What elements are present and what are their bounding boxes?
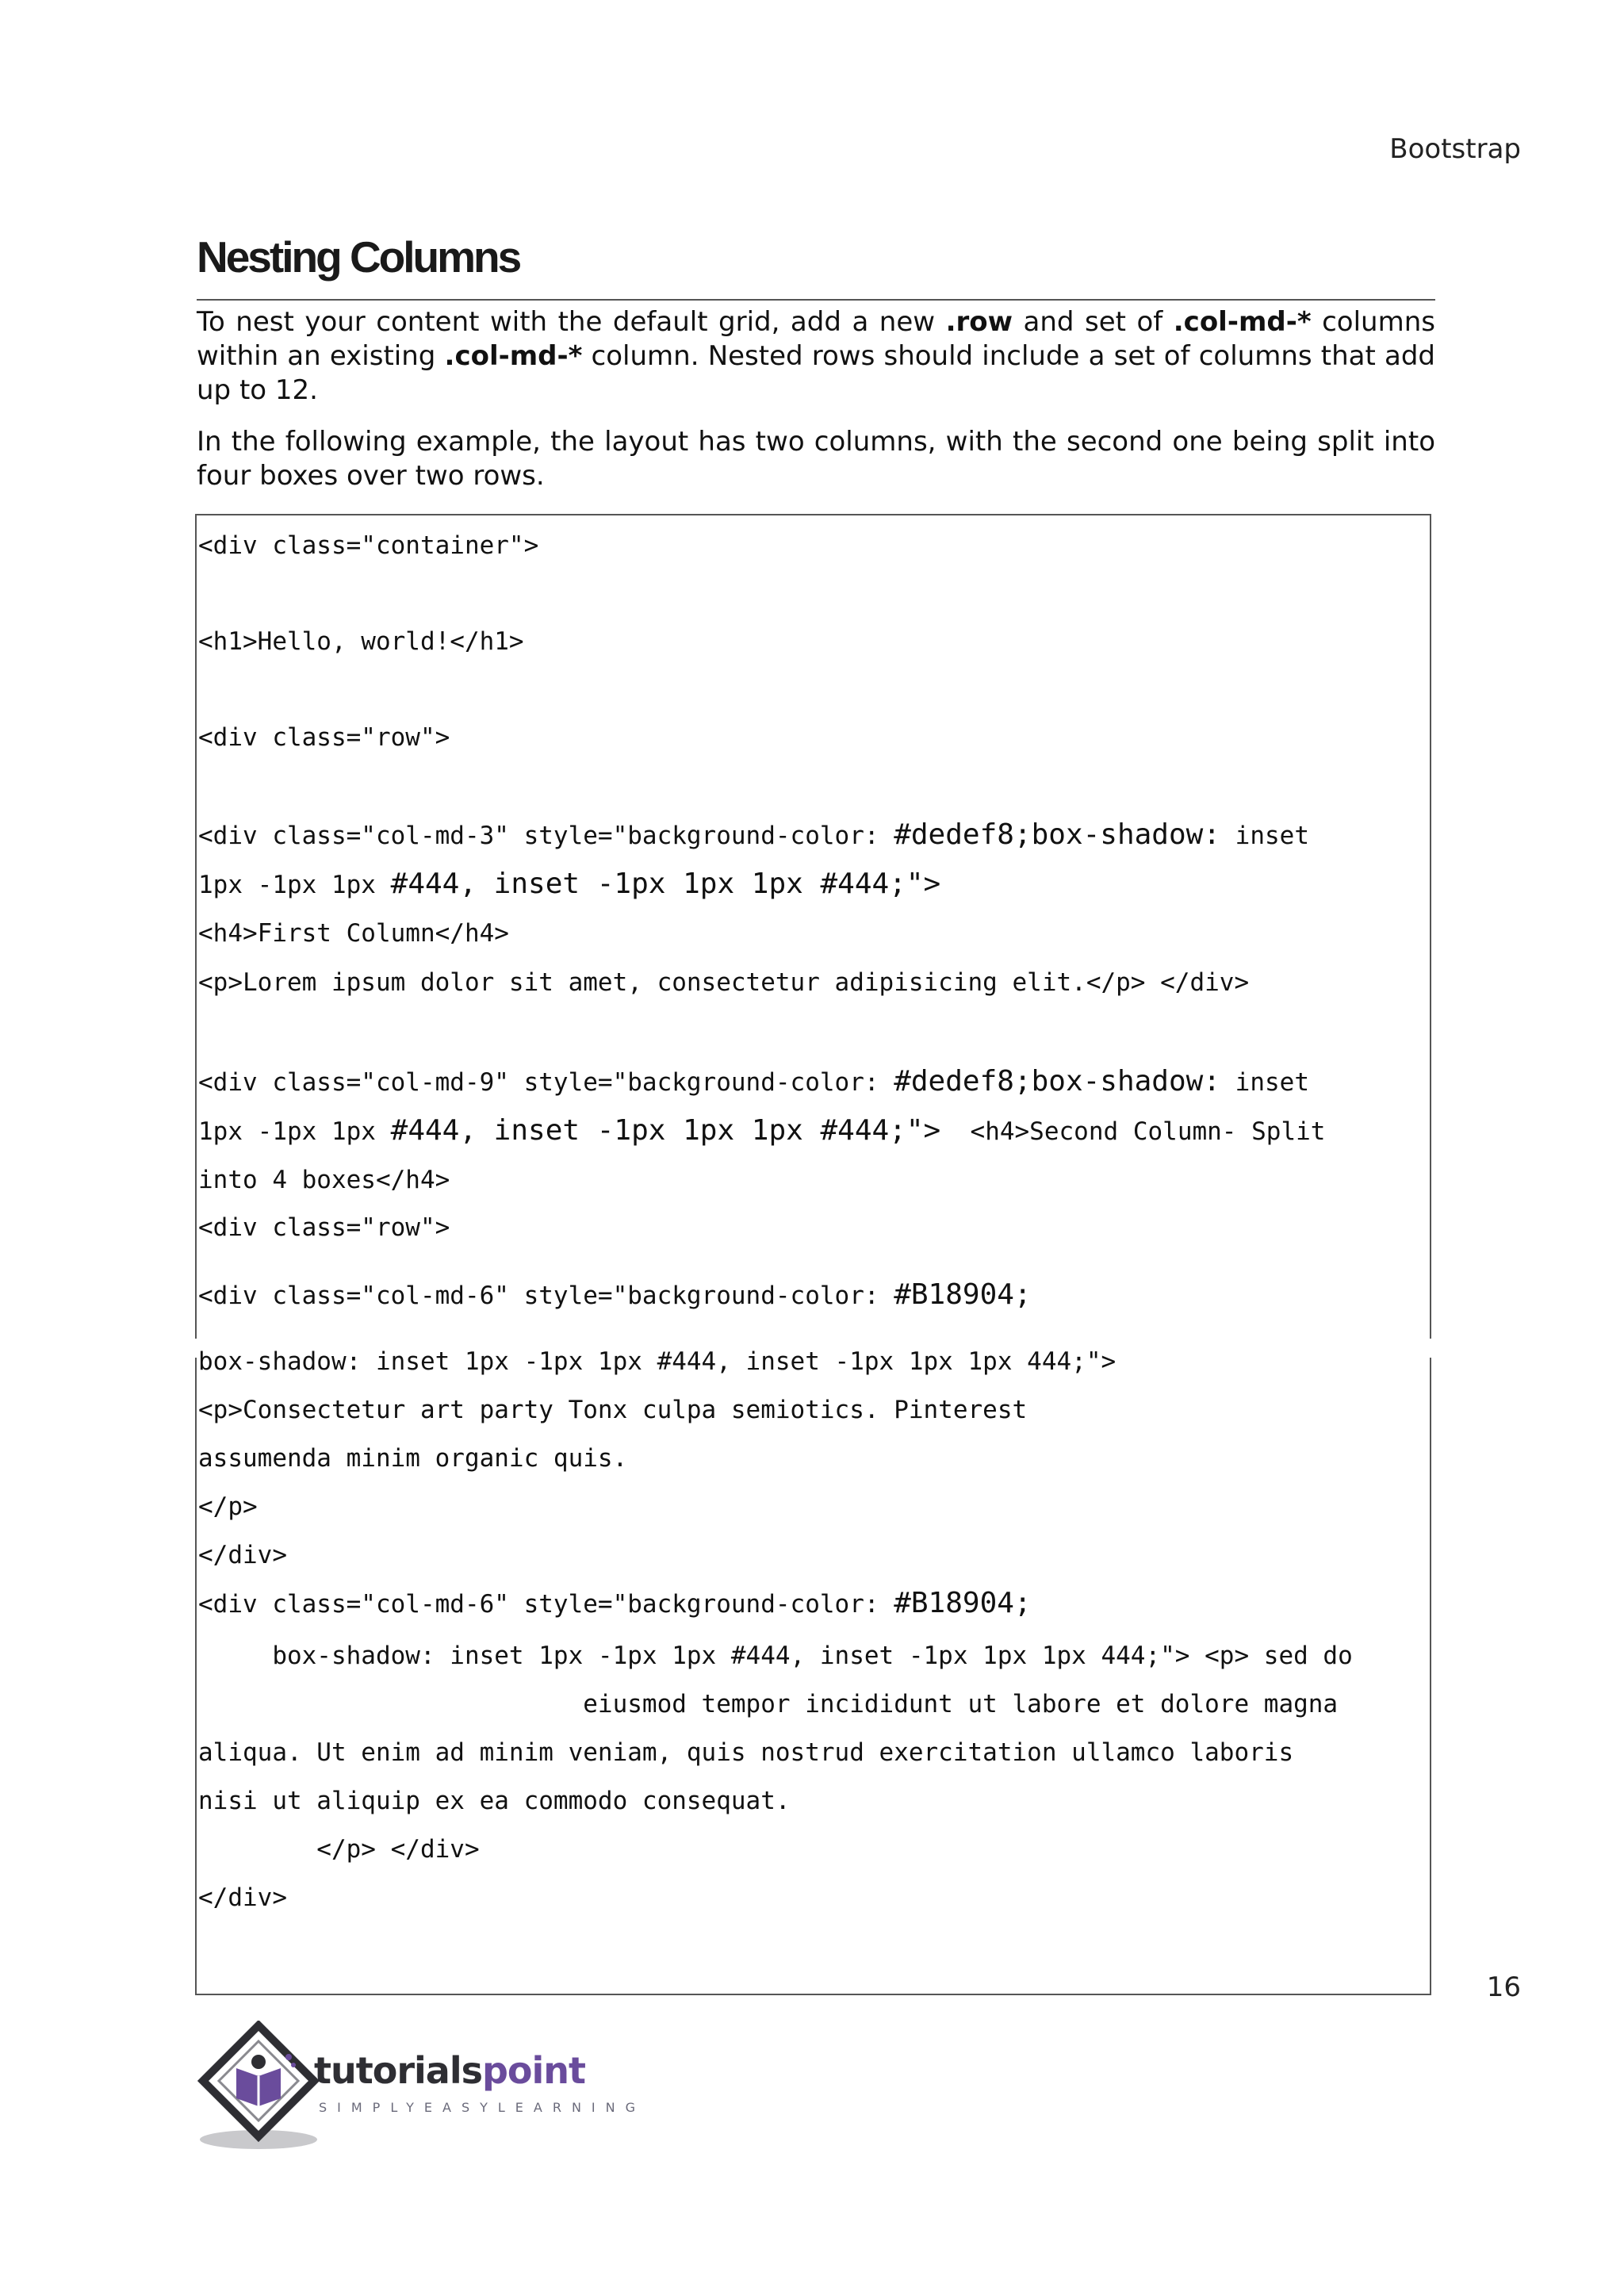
code-line: <p>Consectetur art party Tonx culpa semiotics. Pinterest (198, 1396, 1028, 1424)
code-segment: 1px -1px 1px (198, 871, 391, 899)
row-class: .row (945, 306, 1013, 338)
code-segment: inset (1220, 1068, 1309, 1097)
code-segment: #444, inset -1px 1px 1px #444;"> (390, 868, 941, 900)
code-line: <h4>First Column</h4> (198, 919, 509, 948)
code-line: aliqua. Ut enim ad minim veniam, quis nostrud exercitation ullamco laboris (198, 1738, 1294, 1767)
code-segment: <div class="col-md-3" style="background-color: (198, 822, 894, 850)
code-segment: #B18904; (894, 1587, 1032, 1619)
code-segment: inset (1220, 822, 1309, 850)
logo-emblem-icon (195, 2021, 322, 2155)
intro-text: and set of (1013, 306, 1174, 338)
logo-tagline: SIMPLYEASYLEARNING (319, 2100, 646, 2115)
code-line (198, 818, 1309, 851)
code-segment: #B18904; (894, 1278, 1032, 1311)
code-line (198, 870, 940, 899)
code-segment: <div class="col-md-6" style="background-color: (198, 1590, 894, 1619)
code-line (198, 1589, 1032, 1619)
code-line: <h1>Hello, world!</h1> (198, 627, 524, 656)
code-line: eiusmod tempor incididunt ut labore et dolore magna (198, 1690, 1339, 1718)
intro-text: column. Nested rows should include a set of columns that add up to 12. (197, 340, 1435, 406)
code-segment: #dedef8;box-shadow: (894, 818, 1221, 851)
code-line: </p> </div> (198, 1835, 480, 1864)
code-line: <p>Lorem ipsum dolor sit amet, consectetur adipisicing elit.</p> </div> (198, 968, 1250, 997)
code-line: <div class="row"> (198, 1213, 450, 1242)
code-line: </p> (198, 1492, 258, 1521)
code-segment: <div class="col-md-6" style="background-color: (198, 1282, 894, 1310)
code-segment: 1px -1px 1px (198, 1117, 391, 1146)
code-line: nisi ut aliquip ex ea commodo consequat. (198, 1787, 791, 1815)
page-title: Nesting Columns (197, 232, 520, 282)
code-segment: #444, inset -1px 1px 1px #444;"> (390, 1114, 941, 1147)
col-class: .col-md-* (1173, 306, 1312, 338)
col-class: .col-md-* (444, 340, 583, 372)
intro-text: columns within an existing (197, 306, 1435, 372)
example-paragraph: In the following example, the layout has two columns, with the second one being split into four boxes over two rows. (197, 426, 1435, 492)
code-line: <div class="container"> (198, 531, 539, 560)
intro-text: To nest your content with the default grid, add a new (197, 306, 946, 338)
code-segment: <div class="col-md-9" style="background-color: (198, 1068, 894, 1097)
tutorialspoint-logo (195, 2021, 646, 2155)
code-line (198, 1114, 1326, 1147)
title-underline (197, 299, 1435, 301)
logo-word-point: point (481, 2049, 586, 2092)
code-line (198, 1067, 1309, 1097)
code-segment: <h4>Second Column- Split (940, 1117, 1326, 1146)
header-label: Bootstrap (1389, 133, 1521, 165)
logo-word-tutorials: tutorials (314, 2049, 482, 2092)
code-line: box-shadow: inset 1px -1px 1px #444, inset -1px 1px 1px 444;"> (198, 1347, 1116, 1376)
code-line: assumenda minim organic quis. (198, 1444, 628, 1473)
code-line: box-shadow: inset 1px -1px 1px #444, inset -1px 1px 1px 444;"> <p> sed do (198, 1642, 1353, 1670)
logo-wordmark (314, 2049, 585, 2092)
code-line: <div class="row"> (198, 723, 450, 752)
code-line (198, 1278, 1032, 1311)
code-segment: #dedef8;box-shadow: (894, 1065, 1221, 1098)
code-line: </div> (198, 1883, 287, 1912)
page-number: 16 (1486, 1971, 1521, 2003)
code-line: into 4 boxes</h4> (198, 1166, 450, 1194)
intro-paragraph (197, 305, 1435, 408)
code-line: </div> (198, 1541, 287, 1569)
